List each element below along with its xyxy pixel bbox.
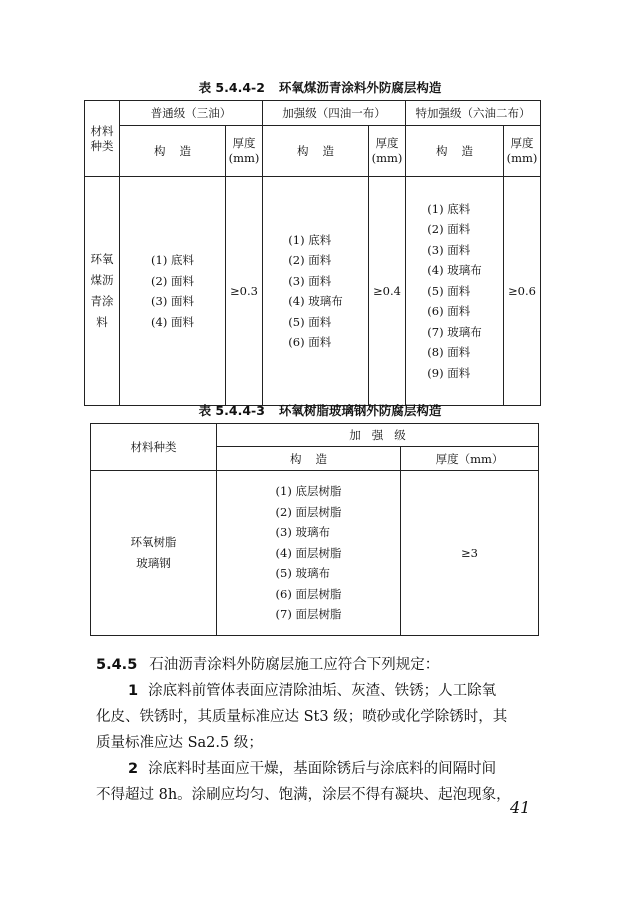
list-item: (6) 面料 bbox=[427, 304, 471, 319]
item-1: 1 涂底料前管体表面应清除油垢、灰渣、铁锈；人工除氧 化皮、铁锈时，其质量标准应达 St3 级；喷砂或化学除锈时，其 质量标准应达 Sa2.5 级； bbox=[96, 683, 508, 751]
item-2: 2 涂底料时基面应干燥，基面除锈后与涂底料的间隔时间 不得超过 8h。涂刷应均匀、饱满，涂层不得有凝块、起泡现象， bbox=[96, 761, 511, 803]
list-item: (1) 底料 bbox=[151, 253, 194, 267]
thickness-header: 厚度 (mm) bbox=[226, 126, 263, 177]
reinforced-structure-cell bbox=[263, 177, 369, 406]
reinforced-thickness-cell: ≥0.4 bbox=[369, 177, 406, 406]
list-item: (8) 面料 bbox=[427, 345, 471, 360]
grade-reinforced-header: 加强级（四油一布） bbox=[263, 101, 406, 126]
item-number: 1 bbox=[128, 683, 139, 699]
thickness-cell: ≥3 bbox=[401, 471, 539, 636]
list-item: (2) 面料 bbox=[151, 273, 194, 288]
table2-caption bbox=[0, 401, 640, 419]
normal-structure-cell bbox=[120, 177, 226, 406]
structure-header: 构 造 bbox=[263, 126, 369, 177]
structure-cell bbox=[217, 471, 401, 636]
thickness-header: 厚度 (mm) bbox=[369, 126, 406, 177]
page-number: 41 bbox=[510, 798, 531, 817]
structure-header: 构 造 bbox=[217, 447, 401, 471]
table2-caption-number: 表 5.4.4-3 bbox=[198, 403, 265, 418]
list-item: (3) 面料 bbox=[151, 294, 194, 308]
material-type-header: 材料 种类 bbox=[85, 101, 120, 177]
section-heading bbox=[96, 652, 536, 678]
list-item: (2) 面料 bbox=[427, 222, 471, 237]
structure-header: 构 造 bbox=[406, 126, 504, 177]
list-item: (4) 面料 bbox=[151, 314, 194, 329]
list-item: (2) 面层树脂 bbox=[275, 504, 342, 519]
list-item: (9) 面料 bbox=[427, 365, 471, 380]
table1-caption-title: 环氧煤沥青涂料外防腐层构造 bbox=[278, 80, 442, 95]
list-item: (1) 底料 bbox=[288, 232, 332, 247]
list-item: (5) 面料 bbox=[427, 283, 471, 298]
section-title: 石油沥青涂料外防腐层施工应符合下列规定： bbox=[149, 657, 440, 673]
normal-thickness-cell: ≥0.3 bbox=[226, 177, 263, 406]
list-item: (1) 底层树脂 bbox=[275, 484, 342, 499]
material-type-cell: 环氧树脂 玻璃钢 bbox=[91, 471, 217, 636]
list-item: (1) 底料 bbox=[427, 201, 471, 216]
item-number: 2 bbox=[128, 761, 139, 777]
list-item: (4) 玻璃布 bbox=[288, 294, 343, 308]
section-number: 5.4.5 bbox=[96, 657, 138, 673]
list-item: (4) 玻璃布 bbox=[427, 263, 482, 278]
list-item: (4) 面层树脂 bbox=[275, 545, 342, 560]
thickness-header: 厚度 (mm) bbox=[504, 126, 541, 177]
list-item: (7) 面层树脂 bbox=[275, 607, 342, 622]
grade-extra-header: 特加强级（六油二布） bbox=[406, 101, 541, 126]
table-epoxy-coal-tar bbox=[84, 100, 541, 406]
list-item: (3) 面料 bbox=[288, 273, 332, 288]
table1-caption bbox=[0, 78, 640, 96]
material-type-header: 材料种类 bbox=[91, 424, 217, 471]
extra-thickness-cell: ≥0.6 bbox=[504, 177, 541, 406]
list-item: (7) 玻璃布 bbox=[427, 324, 482, 339]
list-item: (5) 面料 bbox=[288, 314, 332, 329]
thickness-header: 厚度（mm） bbox=[401, 447, 539, 471]
grade-reinforced-header: 加 强 级 bbox=[217, 424, 539, 447]
list-item: (2) 面料 bbox=[288, 253, 332, 267]
list-item: (3) 面料 bbox=[427, 242, 471, 257]
list-item: (6) 面层树脂 bbox=[275, 586, 342, 601]
table2-caption-title: 环氧树脂玻璃钢外防腐层构造 bbox=[278, 403, 442, 418]
table1-caption-number: 表 5.4.4-2 bbox=[198, 80, 265, 95]
grade-normal-header: 普通级（三油） bbox=[120, 101, 263, 126]
extra-structure-cell bbox=[406, 177, 504, 406]
table-epoxy-frp bbox=[90, 423, 539, 636]
list-item: (3) 玻璃布 bbox=[275, 525, 330, 540]
structure-header: 构 造 bbox=[120, 126, 226, 177]
list-item: (6) 面料 bbox=[288, 335, 332, 349]
list-item: (5) 玻璃布 bbox=[275, 566, 330, 581]
material-type-cell: 环氧 煤沥 青涂 料 bbox=[85, 177, 120, 406]
